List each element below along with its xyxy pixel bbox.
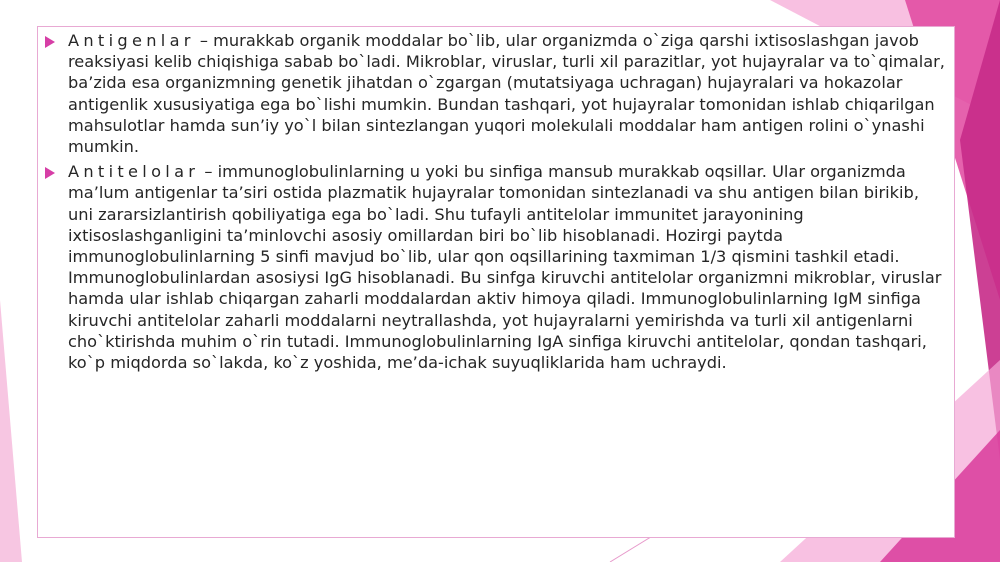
corner-shape-left (0, 300, 22, 562)
bullet-item-antitelolar (37, 161, 955, 373)
bullet-item-antigenlar (37, 30, 955, 157)
triangle-right-icon (45, 167, 55, 179)
definition-antitelolar: – immunoglobulinlarning u yoki bu sinfiga mansub murakkab oqsillar. Ular organizmda ma’lum antigenlar ta’siri ostida plazmatik hujayralar tomonidan sintezlanadi va shu antigen bilan birikib, uni zararsizlantirish qobiliyatiga ega bo`ladi. Shu tufayli antitelolar immunitet jarayonining ixtisoslashganligini ta’minlovchi asosiy omillardan biri bo`lib hisoblanadi. Hozirgi paytda immunoglobulinlarning 5 sinfi mavjud bo`lib, ular qon oqsillarining taxmiman 1/3 qismini tashkil etadi. Immunoglobulinlardan asosiysi IgG hisoblanadi. Bu sinfga kiruvchi antitelolar organizmni mikroblar, viruslar hamda ular ishlab chiqargan zaharli moddalardan aktiv himoya qiladi. Immunoglobulinlarning IgM sinfiga kiruvchi antitelolar zaharli moddalarni neytrallashda, yot hujayralarni yemirishda va turli xil antigenlarni cho`ktirishda muhim o`rin tutadi. Immunoglobulinlarning IgA sinfiga kiruvchi antitelolar, qondan tashqari, ko`p miqdorda so`lakda, ko`z yoshida, me’da-ichak suyuqliklarida ham uchraydi. (68, 162, 942, 373)
bullet-list (37, 30, 955, 377)
term-antigenlar: Antigenlar (68, 31, 195, 50)
definition-antigenlar: – murakkab organik moddalar bo`lib, ular organizmda o`ziga qarshi ixtisoslashgan javob reaksiyasi kelib chiqishiga sabab bo`ladi. Mikroblar, viruslar, turli xil parazitlar, yot hujayralar va to`qimalar, ba’zida esa organizmning genetik jihatdan o`zgargan (mutatsiyaga uchragan) hujayralari va hokazolar antigenlik xususiyatiga ega bo`lishi mumkin. Bundan tashqari, yot hujayralar tomonidan ishlab chiqarilgan mahsulotlar hamda sun’iy yo`l bilan sintezlangan yuqori molekulali moddalar ham antigen rolini o`ynashi mumkin. (68, 31, 945, 157)
term-antitelolar: Antitelolar (68, 162, 200, 182)
triangle-right-icon (45, 36, 55, 48)
